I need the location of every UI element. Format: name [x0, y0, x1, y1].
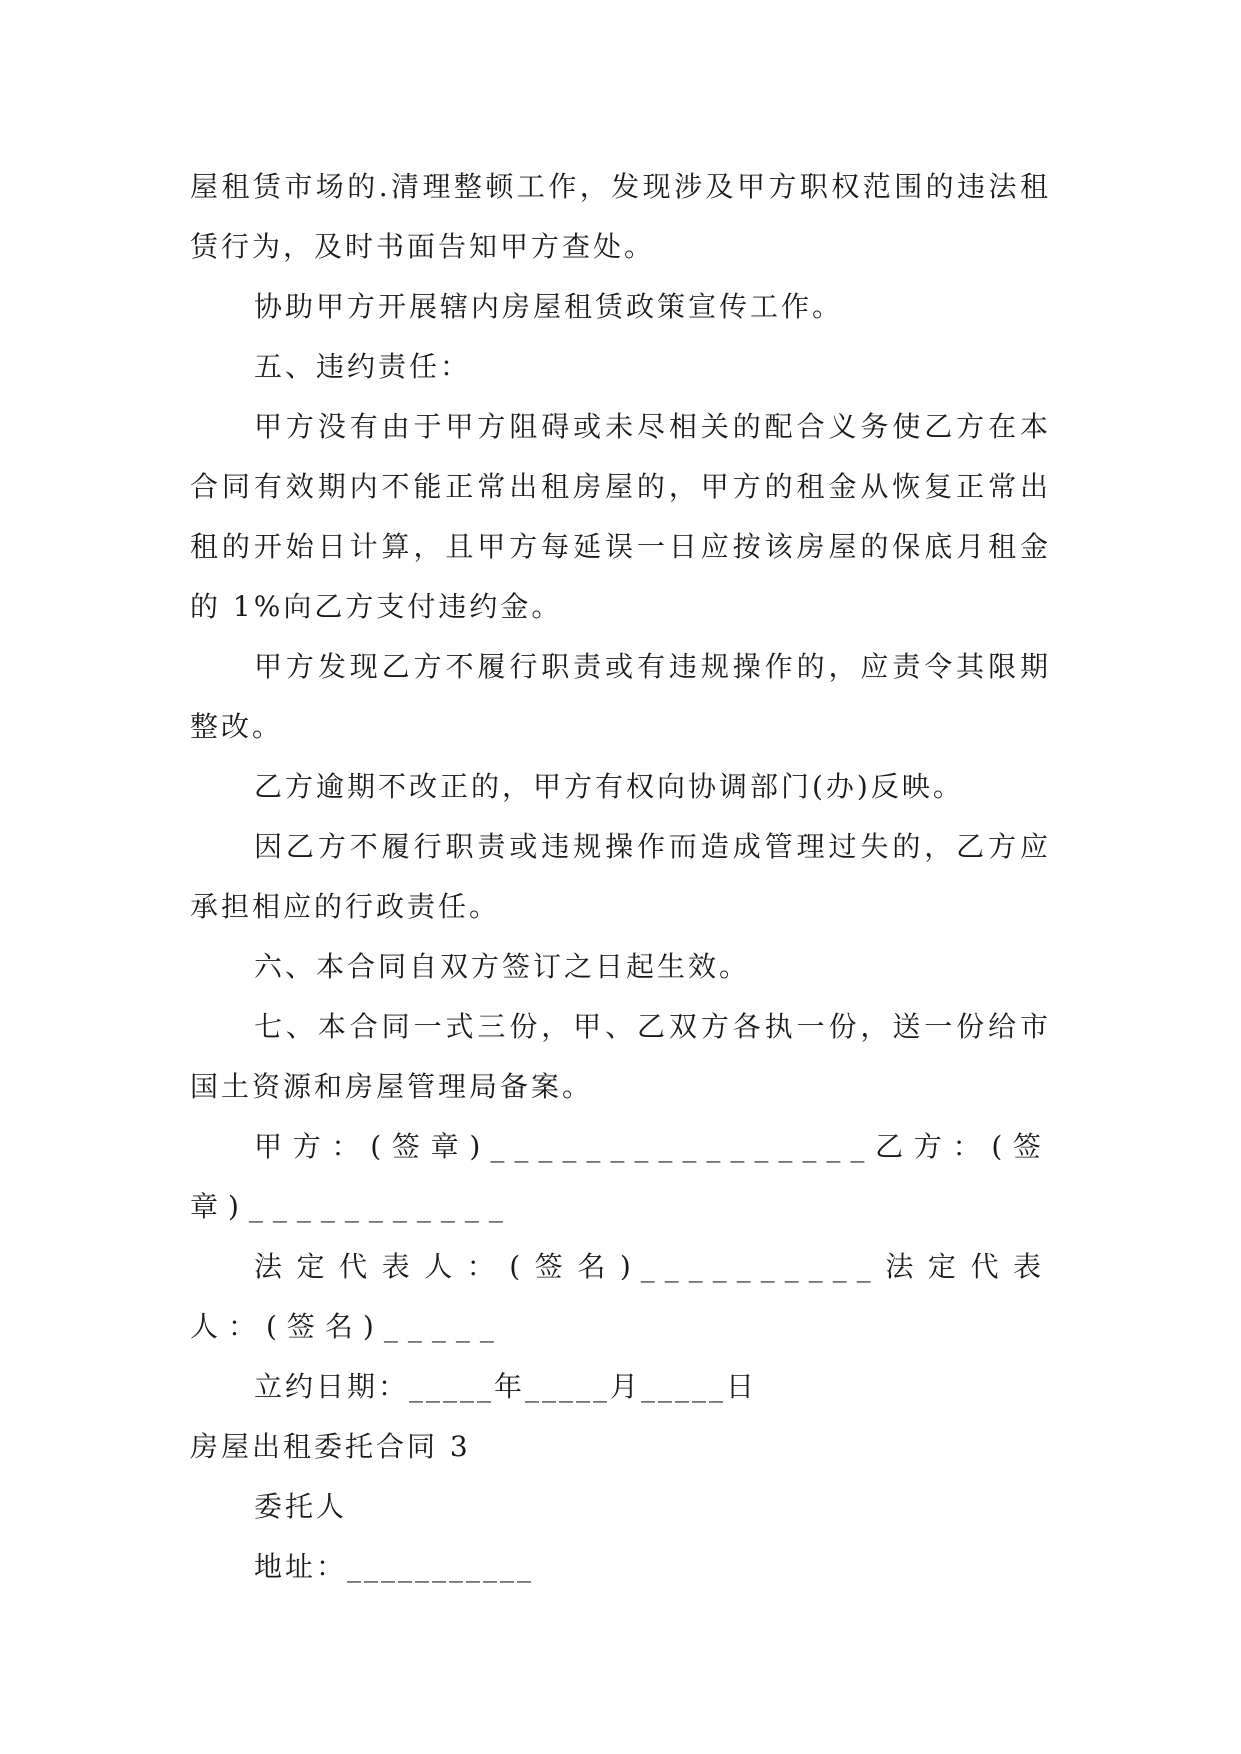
address-line: 地址：___________ [254, 1550, 535, 1583]
document-body [190, 157, 1051, 1597]
next-contract-title: 房屋出租委托合同 3 [190, 1430, 471, 1463]
representative-signature-line: 法定代表人：(签名)__________法定代表人：(签名)_____ [190, 1250, 1051, 1343]
signature-line: 甲方：(签章)________________乙方：(签章)___________ [190, 1130, 1051, 1223]
client-label: 委托人 [254, 1490, 348, 1523]
paragraph-market-cleanup: 屋租赁市场的.清理整顿工作，发现涉及甲方职权范围的违法租赁行为，及时书面告知甲方查处。 [190, 170, 1051, 263]
section-copies: 七、本合同一式三份，甲、乙双方各执一份，送一份给市国土资源和房屋管理局备案。 [190, 1010, 1051, 1103]
paragraph-overdue-report: 乙方逾期不改正的，甲方有权向协调部门(办)反映。 [254, 770, 964, 803]
paragraph-policy-promotion: 协助甲方开展辖内房屋租赁政策宣传工作。 [254, 290, 844, 323]
section-heading-breach-liability: 五、违约责任： [254, 350, 472, 383]
section-effective-date: 六、本合同自双方签订之日起生效。 [254, 950, 751, 983]
paragraph-administrative-liability: 因乙方不履行职责或违规操作而造成管理过失的，乙方应承担相应的行政责任。 [190, 830, 1051, 923]
paragraph-party-a-breach: 甲方没有由于甲方阻碍或未尽相关的配合义务使乙方在本合同有效期内不能正常出租房屋的，甲方的租金从恢复正常出租的开始日计算，且甲方每延误一日应按该房屋的保底月租金的 1%向乙方支付违约金。 [190, 410, 1051, 623]
contract-date-line: 立约日期：_____年_____月_____日 [254, 1370, 758, 1403]
paragraph-rectification-order: 甲方发现乙方不履行职责或有违规操作的，应责令其限期整改。 [190, 650, 1051, 743]
